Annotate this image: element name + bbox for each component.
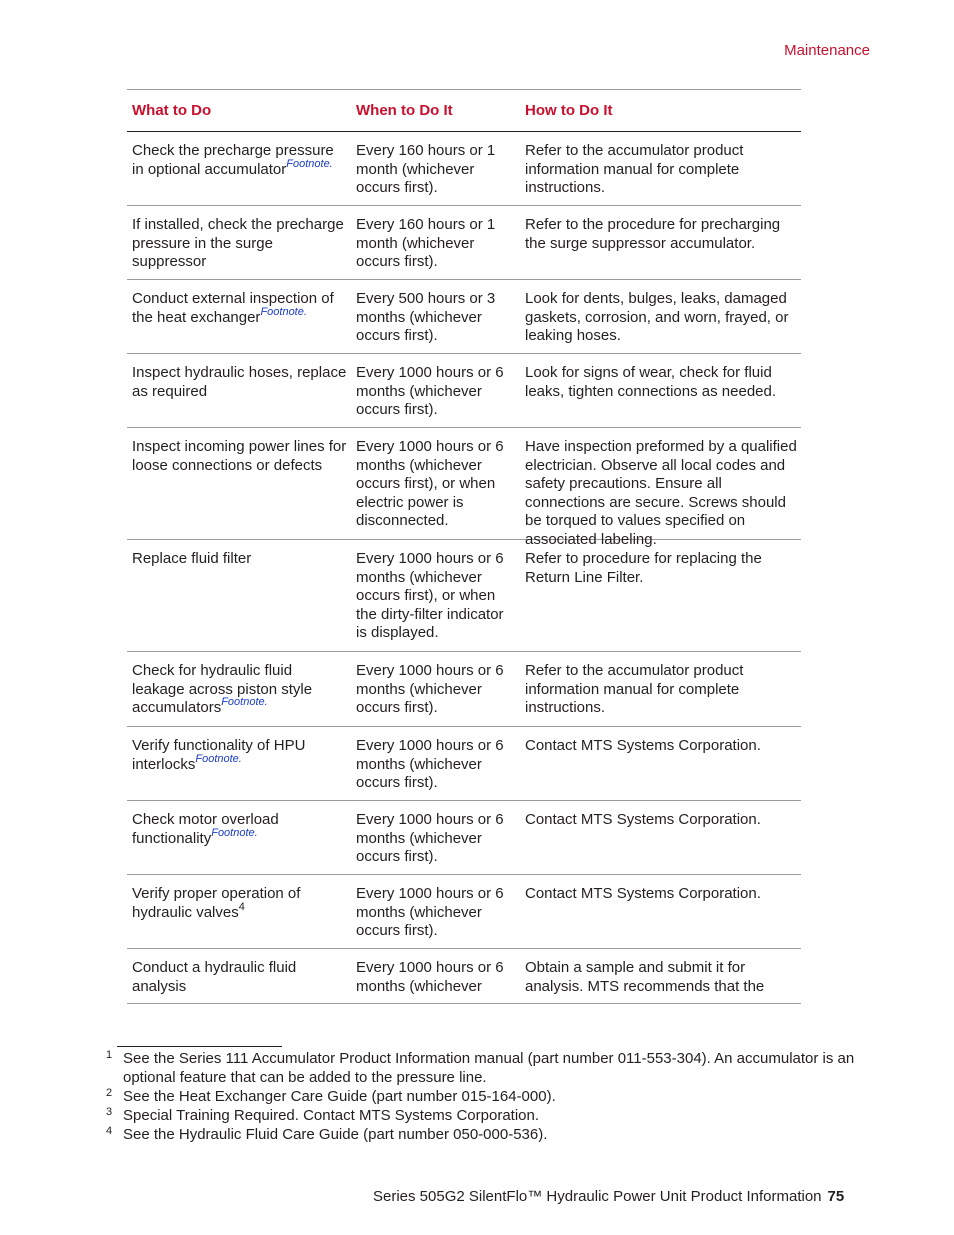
- running-header: Maintenance: [784, 42, 870, 59]
- cell-when: Every 160 hours or 1 month (whichever occurs first).: [356, 142, 496, 197]
- cell-when: Every 1000 hours or 6 months (whichever occurs first).: [356, 811, 504, 866]
- cell-what-text: Inspect hydraulic hoses, replace as required: [132, 364, 347, 400]
- cell-how: Have inspection preformed by a qualified electrician. Observe all local codes and safety precautions. Ensure all connections are secure. Screws should be torqued to values specified on associated labeling.: [525, 438, 797, 548]
- table-header-row: [127, 90, 801, 132]
- cell-how: Refer to the accumulator product information manual for complete instructions.: [525, 662, 744, 717]
- cell-what-text: Check the precharge pressure in optional accumulator: [132, 142, 334, 178]
- footnote-number: 3: [106, 1106, 113, 1118]
- cell-how: Refer to procedure for replacing the Return Line Filter.: [525, 550, 762, 586]
- table-row: [127, 949, 801, 1004]
- cell-what-text: Verify proper operation of hydraulic valves: [132, 885, 301, 921]
- cell-what: [127, 885, 351, 948]
- cell-what-text: If installed, check the precharge pressure in the surge suppressor: [132, 216, 344, 271]
- footnote-link[interactable]: Footnote.: [211, 826, 258, 839]
- maintenance-table: [127, 89, 801, 1004]
- cell-what: [127, 364, 351, 427]
- footnote-divider: [117, 1046, 282, 1047]
- page-footer: [373, 1188, 873, 1205]
- footnote-link[interactable]: Footnote.: [286, 157, 333, 170]
- table-row: [127, 875, 801, 949]
- cell-what-text: Inspect incoming power lines for loose connections or defects: [132, 438, 347, 474]
- cell-what: [127, 737, 351, 800]
- cell-what: [127, 959, 351, 1003]
- cell-what: [127, 290, 351, 353]
- cell-what-text: Check motor overload functionality: [132, 811, 279, 847]
- table-row: [127, 428, 801, 548]
- footnote-number: 4: [106, 1125, 113, 1137]
- cell-when: Every 1000 hours or 6 months (whichever occurs first).: [356, 662, 504, 717]
- cell-when: Every 1000 hours or 6 months (whichever occurs first).: [356, 364, 504, 419]
- footnote-link[interactable]: Footnote.: [260, 305, 307, 318]
- cell-what-text: Conduct external inspection of the heat exchanger: [132, 290, 334, 326]
- footnotes: [106, 1049, 876, 1144]
- footnote-number: 2: [106, 1087, 113, 1099]
- footnote-link[interactable]: Footnote.: [195, 752, 242, 765]
- cell-what-text: Check for hydraulic fluid leakage across piston style accumulators: [132, 662, 313, 717]
- cell-how: Look for signs of wear, check for fluid leaks, tighten connections as needed.: [525, 364, 777, 400]
- cell-when: Every 1000 hours or 6 months (whichever occurs first), or when the dirty-filter indicator is displayed.: [356, 550, 504, 642]
- column-header-how: How to Do It: [525, 102, 613, 119]
- cell-what: [127, 550, 351, 651]
- footnote-item: [106, 1125, 876, 1144]
- table-row: [127, 206, 801, 280]
- cell-when: Every 1000 hours or 6 months (whichever occurs first).: [356, 885, 504, 940]
- cell-how: Look for dents, bulges, leaks, damaged gaskets, corrosion, and worn, frayed, or leaking hoses.: [525, 290, 789, 345]
- footnote-text: See the Series 111 Accumulator Product Information manual (part number 011-553-304). An accumulator is an optional feature that can be added to the pressure line.: [123, 1050, 855, 1086]
- document-title: Series 505G2 SilentFlo™ Hydraulic Power Unit Product Information: [373, 1188, 822, 1205]
- footnote-number: 1: [106, 1049, 113, 1061]
- cell-when: Every 1000 hours or 6 months (whichever occurs first).: [356, 737, 504, 792]
- cell-when: Every 1000 hours or 6 months (whichever: [356, 959, 504, 995]
- cell-when: Every 500 hours or 3 months (whichever occurs first).: [356, 290, 496, 345]
- table-row: [127, 280, 801, 354]
- cell-how: Contact MTS Systems Corporation.: [525, 811, 761, 828]
- table-row: [127, 801, 801, 875]
- footnote-item: [106, 1106, 876, 1125]
- table-row: [127, 354, 801, 428]
- footnote-marker: 4: [238, 900, 245, 913]
- cell-what: [127, 216, 351, 279]
- cell-how: Contact MTS Systems Corporation.: [525, 737, 761, 754]
- cell-what: [127, 438, 351, 539]
- cell-when: Every 160 hours or 1 month (whichever occurs first).: [356, 216, 496, 271]
- footnote-text: Special Training Required. Contact MTS Systems Corporation.: [123, 1107, 540, 1124]
- table-row: [127, 540, 801, 652]
- cell-what: [127, 662, 351, 726]
- footnote-text: See the Heat Exchanger Care Guide (part number 015-164-000).: [123, 1088, 556, 1105]
- cell-how: Refer to the accumulator product information manual for complete instructions.: [525, 142, 744, 197]
- footnote-link[interactable]: Footnote.: [221, 696, 268, 709]
- cell-how: Obtain a sample and submit it for analysis. MTS recommends that the: [525, 959, 765, 995]
- footnote-item: [106, 1049, 876, 1087]
- table-row: [127, 727, 801, 801]
- cell-when: Every 1000 hours or 6 months (whichever occurs first), or when electric power is disconnected.: [356, 438, 504, 530]
- cell-what-text: Conduct a hydraulic fluid analysis: [132, 959, 297, 995]
- table-row: [127, 652, 801, 727]
- cell-what-text: Verify functionality of HPU interlocks: [132, 737, 306, 773]
- table-row: [127, 132, 801, 206]
- footnote-item: [106, 1087, 876, 1106]
- cell-how: Contact MTS Systems Corporation.: [525, 885, 761, 902]
- column-header-what: What to Do: [132, 102, 212, 119]
- footnote-text: See the Hydraulic Fluid Care Guide (part number 050-000-536).: [123, 1126, 548, 1143]
- cell-how: Refer to the procedure for precharging the surge suppressor accumulator.: [525, 216, 781, 252]
- page-number: 75: [827, 1188, 845, 1205]
- cell-what: [127, 811, 351, 874]
- cell-what: [127, 142, 351, 205]
- table-body: [127, 132, 801, 1004]
- cell-what-text: Replace fluid filter: [132, 550, 252, 567]
- column-header-when: When to Do It: [356, 102, 453, 119]
